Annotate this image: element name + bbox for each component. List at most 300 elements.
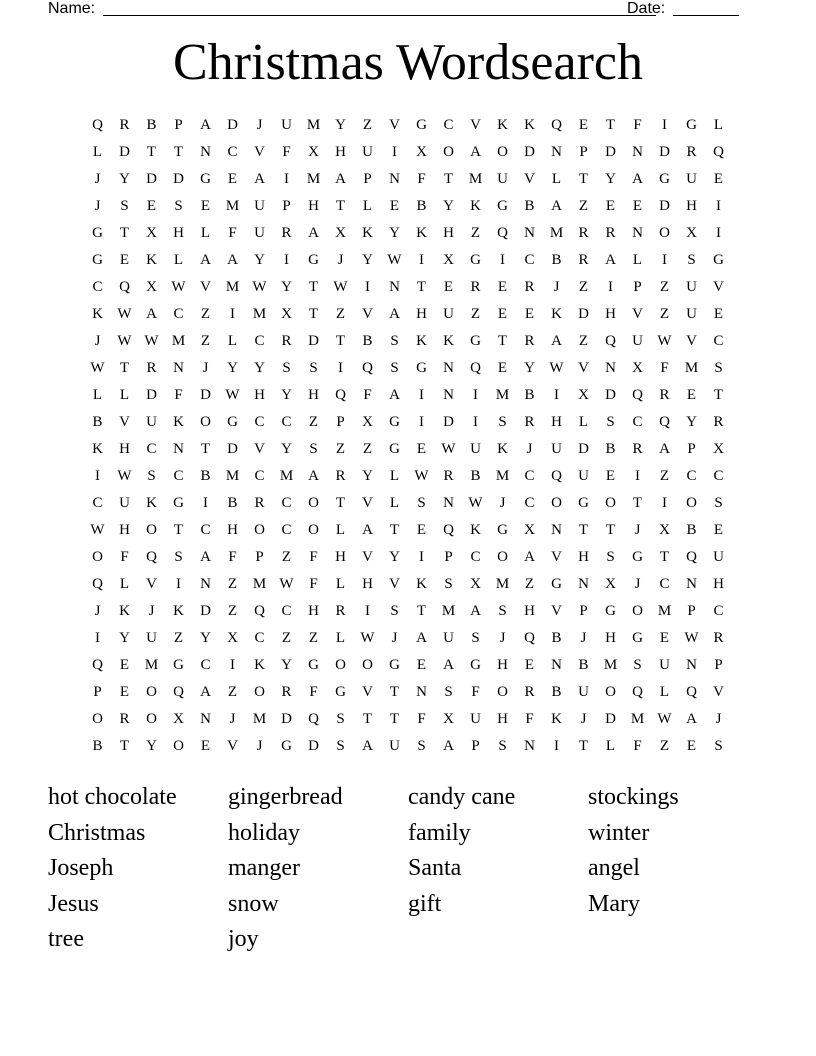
grid-letter: E xyxy=(524,657,535,673)
grid-letter: T xyxy=(308,279,319,295)
grid-letter: R xyxy=(281,684,292,700)
word-bank-item: holiday xyxy=(228,819,300,846)
grid-letter: R xyxy=(119,711,130,727)
grid-letter: B xyxy=(200,468,211,484)
grid-letter: A xyxy=(551,198,562,214)
grid-letter: C xyxy=(92,279,103,295)
grid-letter: W xyxy=(279,576,294,592)
grid-letter: P xyxy=(255,549,264,565)
grid-letter: U xyxy=(362,144,373,160)
word-bank-item: Joseph xyxy=(48,855,114,881)
grid-letter: Y xyxy=(200,630,211,646)
grid-letter: L xyxy=(578,414,589,430)
grid-letter: T xyxy=(200,441,211,457)
grid-letter: V xyxy=(713,684,724,700)
grid-letter: V xyxy=(578,360,589,376)
grid-letter: K xyxy=(524,117,535,133)
grid-letter: R xyxy=(254,495,265,511)
grid-letter: S xyxy=(417,738,426,754)
grid-letter: U xyxy=(443,630,454,646)
grid-letter: U xyxy=(470,441,481,457)
grid-letter: J xyxy=(94,603,101,619)
grid-letter: E xyxy=(713,171,724,187)
grid-letter: Y xyxy=(335,117,346,133)
word-bank-item: angel xyxy=(588,855,640,881)
grid-letter: H xyxy=(173,225,184,241)
grid-letter: Z xyxy=(308,630,319,646)
grid-letter: C xyxy=(146,441,157,457)
grid-letter: D xyxy=(659,144,670,160)
grid-letter: V xyxy=(389,117,400,133)
grid-letter: C xyxy=(524,495,535,511)
grid-letter: H xyxy=(227,522,238,538)
grid-letter: D xyxy=(308,738,319,754)
grid-letter: I xyxy=(473,414,478,430)
grid-letter: R xyxy=(524,333,535,349)
grid-letter: J xyxy=(499,630,506,646)
grid-letter: S xyxy=(498,414,507,430)
grid-letter: H xyxy=(713,576,724,592)
grid-letter: O xyxy=(605,684,616,700)
grid-letter: S xyxy=(390,360,399,376)
grid-letter: N xyxy=(524,225,535,241)
grid-letter: C xyxy=(524,468,535,484)
grid-letter: O xyxy=(659,225,670,241)
grid-letter: I xyxy=(95,468,100,484)
grid-letter: K xyxy=(173,603,184,619)
grid-letter: I xyxy=(203,495,208,511)
grid-letter: U xyxy=(497,171,508,187)
grid-letter: Y xyxy=(254,360,265,376)
grid-letter: B xyxy=(605,441,616,457)
grid-letter: I xyxy=(716,225,721,241)
grid-letter: J xyxy=(148,603,155,619)
grid-letter: G xyxy=(308,252,319,268)
grid-letter: L xyxy=(632,252,643,268)
grid-letter: H xyxy=(335,549,346,565)
grid-letter: X xyxy=(632,360,643,376)
grid-letter: F xyxy=(309,684,318,700)
grid-letter: C xyxy=(524,252,535,268)
grid-letter: Y xyxy=(389,549,400,565)
grid-letter: U xyxy=(551,441,562,457)
grid-letter: N xyxy=(524,738,535,754)
grid-letter: C xyxy=(470,549,481,565)
grid-letter: R xyxy=(578,225,589,241)
grid-letter: O xyxy=(308,522,319,538)
grid-row xyxy=(84,679,732,706)
grid-letter: R xyxy=(578,252,589,268)
grid-letter: T xyxy=(578,522,589,538)
grid-letter: K xyxy=(470,198,481,214)
grid-letter: Y xyxy=(227,360,238,376)
grid-letter: V xyxy=(551,603,562,619)
grid-letter: N xyxy=(551,522,562,538)
grid-letter: S xyxy=(336,711,345,727)
grid-letter: Z xyxy=(227,603,238,619)
grid-letter: R xyxy=(524,684,535,700)
grid-letter: G xyxy=(200,171,211,187)
grid-row xyxy=(84,382,732,409)
grid-letter: O xyxy=(443,144,454,160)
grid-letter: N xyxy=(443,360,454,376)
grid-letter: M xyxy=(684,360,699,376)
grid-row xyxy=(84,247,732,274)
word-bank-item: hot chocolate xyxy=(48,784,177,810)
grid-letter: X xyxy=(146,279,157,295)
grid-letter: J xyxy=(715,711,722,727)
grid-letter: W xyxy=(684,630,699,646)
grid-row xyxy=(84,139,732,166)
grid-letter: G xyxy=(470,252,481,268)
grid-letter: T xyxy=(335,333,346,349)
grid-letter: N xyxy=(200,144,211,160)
grid-letter: P xyxy=(579,144,588,160)
worksheet-header xyxy=(48,0,740,20)
grid-letter: Z xyxy=(227,576,238,592)
grid-letter: E xyxy=(524,306,535,322)
grid-letter: I xyxy=(284,171,289,187)
grid-letter: E xyxy=(578,117,589,133)
grid-letter: Q xyxy=(605,333,616,349)
grid-letter: C xyxy=(659,576,670,592)
grid-letter: K xyxy=(119,603,130,619)
grid-letter: L xyxy=(227,333,238,349)
grid-letter: V xyxy=(146,576,157,592)
grid-letter: X xyxy=(578,387,589,403)
grid-letter: U xyxy=(146,630,157,646)
grid-letter: R xyxy=(119,117,130,133)
grid-letter: S xyxy=(417,495,426,511)
grid-letter: G xyxy=(92,225,103,241)
grid-letter: M xyxy=(495,468,510,484)
grid-row xyxy=(84,598,732,625)
grid-letter: O xyxy=(254,684,265,700)
grid-letter: Q xyxy=(362,360,373,376)
grid-letter: X xyxy=(335,225,346,241)
grid-letter: Y xyxy=(281,441,292,457)
grid-letter: Z xyxy=(200,333,211,349)
grid-letter: B xyxy=(524,198,535,214)
grid-letter: G xyxy=(551,576,562,592)
grid-row xyxy=(84,328,732,355)
grid-letter: G xyxy=(308,657,319,673)
grid-letter: O xyxy=(686,495,697,511)
grid-letter: Q xyxy=(92,576,103,592)
grid-letter: T xyxy=(173,144,184,160)
grid-letter: X xyxy=(605,576,616,592)
grid-letter: A xyxy=(146,306,157,322)
grid-letter: H xyxy=(254,387,265,403)
grid-letter: D xyxy=(227,441,238,457)
grid-letter: H xyxy=(578,549,589,565)
grid-letter: I xyxy=(419,414,424,430)
grid-letter: I xyxy=(365,279,370,295)
grid-letter: Q xyxy=(443,522,454,538)
grid-letter: S xyxy=(444,684,453,700)
grid-letter: H xyxy=(308,198,319,214)
grid-letter: E xyxy=(119,252,130,268)
grid-letter: E xyxy=(713,522,724,538)
grid-letter: U xyxy=(281,117,292,133)
grid-letter: K xyxy=(254,657,265,673)
grid-letter: L xyxy=(713,117,724,133)
grid-letter: I xyxy=(662,252,667,268)
grid-letter: F xyxy=(525,711,534,727)
grid-letter: B xyxy=(470,468,481,484)
grid-letter: J xyxy=(256,738,263,754)
grid-letter: Z xyxy=(659,306,670,322)
grid-letter: Y xyxy=(362,252,373,268)
grid-row xyxy=(84,517,732,544)
grid-letter: A xyxy=(200,684,211,700)
grid-letter: O xyxy=(362,657,373,673)
grid-row xyxy=(84,652,732,679)
grid-letter: D xyxy=(200,603,211,619)
grid-letter: W xyxy=(657,711,672,727)
grid-letter: A xyxy=(470,144,481,160)
grid-letter: C xyxy=(713,333,724,349)
grid-letter: E xyxy=(632,198,643,214)
grid-letter: Q xyxy=(308,711,319,727)
grid-letter: O xyxy=(605,495,616,511)
grid-letter: T xyxy=(578,738,589,754)
grid-row xyxy=(84,220,732,247)
grid-letter: A xyxy=(524,549,535,565)
grid-letter: O xyxy=(200,414,211,430)
grid-letter: D xyxy=(281,711,292,727)
grid-letter: Q xyxy=(470,360,481,376)
grid-letter: I xyxy=(230,306,235,322)
grid-letter: F xyxy=(417,171,426,187)
grid-row xyxy=(84,409,732,436)
word-bank-item: manger xyxy=(228,855,300,881)
grid-letter: O xyxy=(497,549,508,565)
grid-letter: A xyxy=(551,333,562,349)
grid-letter: Q xyxy=(632,684,643,700)
grid-letter: B xyxy=(551,684,562,700)
grid-letter: Z xyxy=(578,333,589,349)
grid-letter: T xyxy=(362,711,373,727)
grid-letter: V xyxy=(362,306,373,322)
grid-letter: S xyxy=(174,198,183,214)
grid-letter: Q xyxy=(146,549,157,565)
grid-letter: S xyxy=(498,603,507,619)
grid-letter: C xyxy=(443,117,454,133)
grid-letter: Z xyxy=(659,468,670,484)
grid-letter: Z xyxy=(578,198,589,214)
grid-row xyxy=(84,301,732,328)
grid-letter: T xyxy=(119,225,130,241)
grid-letter: F xyxy=(660,360,669,376)
grid-letter: M xyxy=(225,279,240,295)
grid-letter: T xyxy=(632,495,643,511)
grid-letter: K xyxy=(416,333,427,349)
grid-letter: Q xyxy=(551,468,562,484)
grid-letter: A xyxy=(200,549,211,565)
grid-letter: G xyxy=(686,117,697,133)
grid-letter: E xyxy=(389,198,400,214)
grid-letter: M xyxy=(306,171,321,187)
grid-letter: C xyxy=(173,468,184,484)
grid-letter: O xyxy=(146,522,157,538)
grid-letter: C xyxy=(173,306,184,322)
grid-letter: E xyxy=(416,657,427,673)
grid-letter: T xyxy=(497,333,508,349)
grid-letter: O xyxy=(497,144,508,160)
grid-letter: X xyxy=(659,522,670,538)
grid-letter: G xyxy=(92,252,103,268)
grid-letter: D xyxy=(119,144,130,160)
grid-letter: Z xyxy=(659,738,670,754)
grid-letter: K xyxy=(173,414,184,430)
grid-letter: N xyxy=(632,225,643,241)
grid-letter: I xyxy=(284,252,289,268)
grid-letter: R xyxy=(659,387,670,403)
grid-letter: W xyxy=(360,630,375,646)
grid-letter: M xyxy=(495,576,510,592)
grid-letter: S xyxy=(390,603,399,619)
grid-letter: Z xyxy=(308,414,319,430)
grid-letter: W xyxy=(171,279,186,295)
grid-letter: I xyxy=(419,549,424,565)
grid-letter: Z xyxy=(470,306,481,322)
grid-letter: Z xyxy=(470,225,481,241)
grid-letter: Z xyxy=(227,684,238,700)
grid-letter: K xyxy=(551,306,562,322)
grid-letter: J xyxy=(256,117,263,133)
grid-letter: C xyxy=(281,414,292,430)
grid-letter: M xyxy=(144,657,159,673)
grid-letter: V xyxy=(632,306,643,322)
grid-letter: E xyxy=(497,360,508,376)
grid-letter: M xyxy=(225,198,240,214)
grid-letter: H xyxy=(605,306,616,322)
grid-letter: T xyxy=(389,522,400,538)
word-bank-item: tree xyxy=(48,926,84,952)
grid-letter: T xyxy=(416,603,427,619)
grid-letter: H xyxy=(416,306,427,322)
grid-letter: G xyxy=(416,117,427,133)
grid-letter: K xyxy=(416,576,427,592)
grid-letter: A xyxy=(227,252,238,268)
grid-letter: X xyxy=(146,225,157,241)
grid-letter: F xyxy=(633,117,642,133)
grid-letter: Z xyxy=(362,117,373,133)
page-title: Christmas Wordsearch xyxy=(173,34,643,91)
grid-letter: O xyxy=(254,522,265,538)
grid-letter: G xyxy=(497,198,508,214)
grid-letter: E xyxy=(605,468,616,484)
grid-letter: P xyxy=(633,279,642,295)
grid-letter: C xyxy=(254,414,265,430)
grid-letter: P xyxy=(363,171,372,187)
grid-letter: Q xyxy=(335,387,346,403)
grid-letter: V xyxy=(551,549,562,565)
grid-letter: B xyxy=(416,198,427,214)
grid-letter: K xyxy=(497,441,508,457)
grid-letter: J xyxy=(202,360,209,376)
grid-letter: X xyxy=(416,144,427,160)
grid-letter: F xyxy=(363,387,372,403)
grid-letter: R xyxy=(281,225,292,241)
grid-letter: G xyxy=(497,522,508,538)
grid-letter: Y xyxy=(146,738,157,754)
grid-letter: I xyxy=(365,603,370,619)
grid-letter: T xyxy=(443,171,454,187)
grid-letter: E xyxy=(605,198,616,214)
grid-row xyxy=(84,571,732,598)
grid-letter: U xyxy=(254,225,265,241)
grid-letter: V xyxy=(470,117,481,133)
grid-letter: I xyxy=(230,657,235,673)
grid-letter: G xyxy=(173,495,184,511)
grid-letter: X xyxy=(173,711,184,727)
grid-letter: V xyxy=(389,576,400,592)
grid-letter: M xyxy=(630,711,645,727)
grid-letter: B xyxy=(578,657,589,673)
grid-letter: S xyxy=(309,441,318,457)
grid-letter: G xyxy=(578,495,589,511)
grid-letter: P xyxy=(336,414,345,430)
grid-letter: E xyxy=(146,198,157,214)
grid-letter: O xyxy=(146,684,157,700)
grid-letter: H xyxy=(119,522,130,538)
grid-letter: A xyxy=(308,468,319,484)
grid-letter: H xyxy=(443,225,454,241)
grid-letter: W xyxy=(468,495,483,511)
grid-letter: S xyxy=(633,657,642,673)
grid-letter: Y xyxy=(119,171,130,187)
grid-letter: Y xyxy=(443,198,454,214)
grid-letter: W xyxy=(90,360,105,376)
grid-letter: V xyxy=(686,333,697,349)
grid-letter: O xyxy=(632,603,643,619)
grid-letter: I xyxy=(95,630,100,646)
grid-letter: Y xyxy=(281,657,292,673)
grid-letter: X xyxy=(227,630,238,646)
grid-letter: H xyxy=(308,603,319,619)
grid-letter: B xyxy=(524,387,535,403)
grid-letter: I xyxy=(635,468,640,484)
grid-letter: X xyxy=(362,414,373,430)
grid-letter: J xyxy=(634,522,641,538)
grid-letter: M xyxy=(306,117,321,133)
grid-letter: A xyxy=(389,387,400,403)
grid-letter: F xyxy=(282,144,291,160)
grid-letter: N xyxy=(389,171,400,187)
grid-letter: B xyxy=(551,630,562,646)
grid-letter: I xyxy=(554,387,559,403)
grid-letter: O xyxy=(92,711,103,727)
grid-letter: R xyxy=(281,333,292,349)
grid-letter: M xyxy=(495,387,510,403)
grid-letter: T xyxy=(119,738,130,754)
grid-letter: R xyxy=(713,630,724,646)
grid-letter: F xyxy=(309,576,318,592)
grid-letter: Z xyxy=(200,306,211,322)
grid-letter: P xyxy=(471,738,480,754)
grid-letter: W xyxy=(144,333,159,349)
grid-row xyxy=(84,166,732,193)
grid-letter: T xyxy=(389,711,400,727)
grid-letter: E xyxy=(227,171,238,187)
grid-letter: A xyxy=(605,252,616,268)
grid-letter: R xyxy=(524,414,535,430)
grid-letter: M xyxy=(279,468,294,484)
grid-letter: S xyxy=(498,738,507,754)
date-blank-line xyxy=(673,15,739,16)
